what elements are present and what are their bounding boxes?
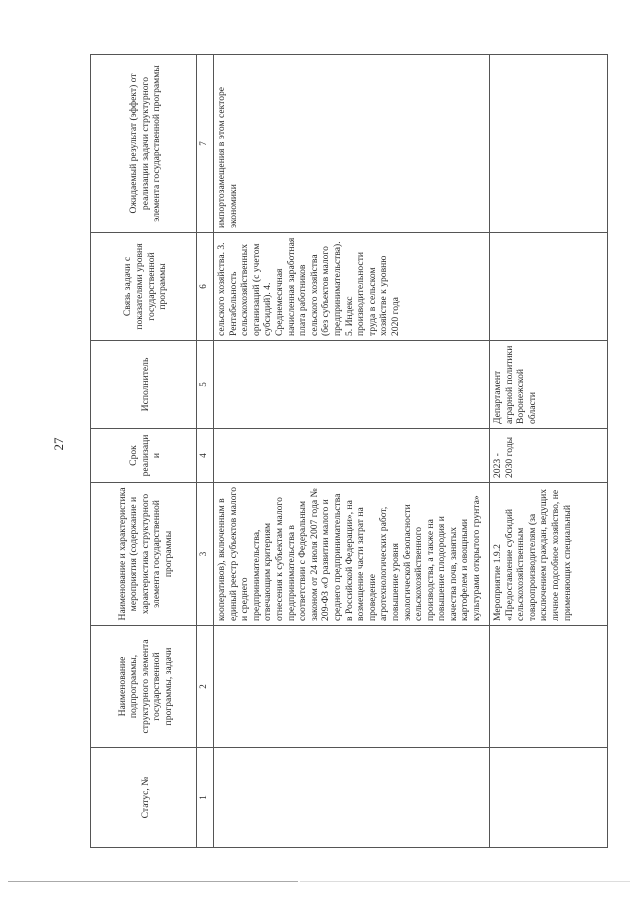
header-term: Срок реализации (91, 429, 197, 483)
program-table (90, 54, 608, 848)
measure-cell: Мероприятие 1.9.2 «Предоставление субсидий сельскохозяйственным товаропроизводителям (за исключением граждан, ведущих личное подсобное хозяйство, не применяющих специальный (490, 483, 608, 626)
subprogram-cell (214, 626, 490, 748)
header-status: Статус, № (91, 748, 197, 848)
result-cell (490, 55, 608, 233)
status-cell (490, 748, 608, 848)
column-number-row (197, 55, 214, 848)
col-number: 3 (197, 483, 214, 626)
col-number: 4 (197, 429, 214, 483)
table-row (214, 55, 490, 848)
col-number: 6 (197, 233, 214, 341)
subprogram-cell (490, 626, 608, 748)
col-number: 2 (197, 626, 214, 748)
header-result: Ожидаемый результат (эффект) от реализации задачи структурного элемента государственной программы (91, 55, 197, 233)
col-number: 7 (197, 55, 214, 233)
term-cell: 2023 - 2030 годы (490, 429, 608, 483)
result-cell: импортозамещения в этом секторе экономики (214, 55, 490, 233)
header-subprogram: Наименование подпрограммы, структурного элемента государственной программы, задачи (91, 626, 197, 748)
executor-cell: Департамент аграрной политики Воронежской области (490, 341, 608, 429)
page-edge-line (8, 881, 298, 882)
executor-cell (214, 341, 490, 429)
header-measure: Наименование и характеристика мероприятия (содержание и характеристика структурного элемента государственной программы (91, 483, 197, 626)
page-number: 27 (51, 437, 66, 451)
page-edge-line (300, 881, 630, 882)
col-number: 1 (197, 748, 214, 848)
indicators-cell (490, 233, 608, 341)
indicators-cell: сельского хозяйства. 3. Рентабельность сельскохозяйственных организаций (с учетом субсидий). 4. Среднемесячная начисленная заработная плата работников сельского хозяйства (без субъектов малого предпринимательства). 5. Индекс производительности труда в сельском хозяйстве к уровню 2020 года (214, 233, 490, 341)
header-row (91, 55, 197, 848)
header-indicators: Связь задачи с показателями уровня государственной программы (91, 233, 197, 341)
table-row (490, 55, 608, 848)
status-cell (214, 748, 490, 848)
measure-cell: кооперативов), включенным в единый реестр субъектов малого и среднего предпринимательства, отвечающим критериям отнесения к субъектам малого предпринимательства в соответствии с Федеральным законом от 24 июля 2007 года № 209-ФЗ «О развитии малого и среднего предпринимательства в Российской Федерации», на возмещение части затрат на проведение агротехнологических работ, повышение уровня экологической безопасности сельскохозяйственного производства, а также на повышение плодородия и качества почв, занятых картофелем и овощными культурами открытого грунта» (214, 483, 490, 626)
term-cell (214, 429, 490, 483)
rotated-table-sheet (90, 55, 608, 848)
col-number: 5 (197, 341, 214, 429)
header-executor: Исполнитель (91, 341, 197, 429)
